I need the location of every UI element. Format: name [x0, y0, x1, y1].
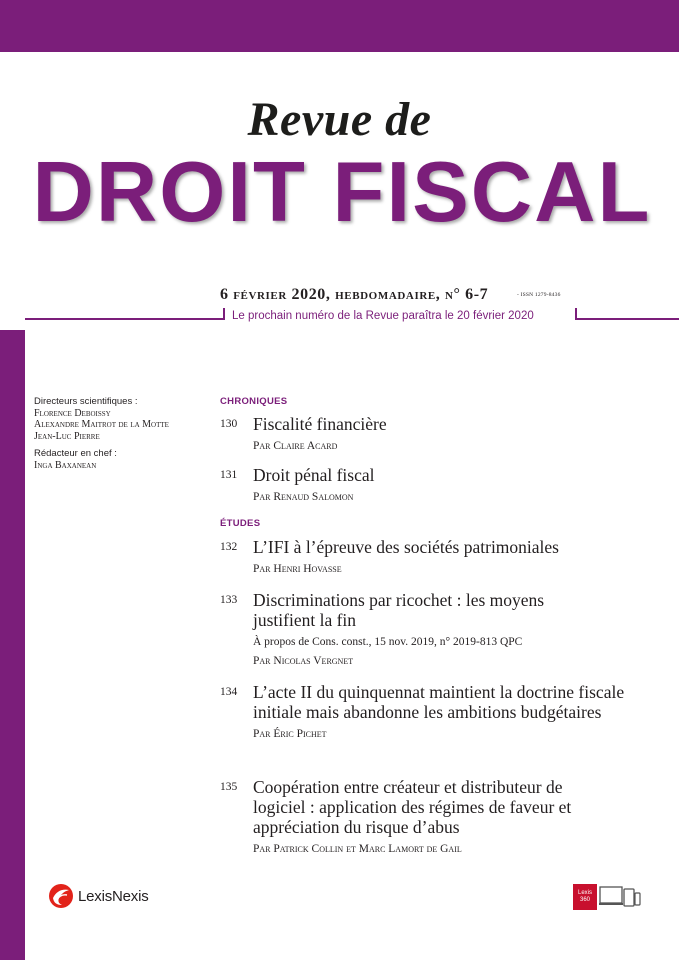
article-entry[interactable]	[220, 777, 610, 856]
article-title: Droit pénal fiscal	[253, 465, 375, 485]
issue-line-text: 6 février 2020, hebdomadaire, n° 6-7	[220, 286, 489, 303]
article-entry[interactable]	[220, 590, 580, 668]
scientific-director: Florence Deboissy	[34, 407, 111, 419]
chief-editor-label: Rédacteur en chef :	[34, 448, 117, 459]
article-title: L’acte II du quinquennat maintient la doctrine fiscale initiale mais abandonne les ambitions budgétaires	[253, 682, 625, 722]
article-title: L’IFI à l’épreuve des sociétés patrimoniales	[253, 537, 559, 557]
article-title: Discriminations par ricochet : les moyens justifient la fin	[253, 590, 545, 630]
article-note: À propos de Cons. const., 15 nov. 2019, n° 2019-813 QPC	[253, 636, 523, 648]
article-number: 132	[220, 541, 238, 553]
rule-right	[575, 318, 679, 320]
article-author: Par Claire Acard	[253, 440, 338, 452]
rule-left-tick	[223, 308, 225, 320]
article-title: Fiscalité financière	[253, 414, 387, 434]
article-author: Par Renaud Salomon	[253, 491, 354, 503]
badge-line-2: 360	[579, 896, 590, 903]
next-issue-notice: Le prochain numéro de la Revue paraîtra le 20 février 2020	[232, 310, 534, 322]
left-color-band	[0, 330, 25, 960]
lexisnexis-logo	[48, 883, 149, 909]
scientific-directors-label: Directeurs scientifiques :	[34, 396, 138, 407]
rule-right-tick	[575, 308, 577, 320]
article-author: Par Henri Hovasse	[253, 563, 342, 575]
scientific-director: Alexandre Maitrot de la Motte	[34, 419, 169, 430]
lexis360-mark	[573, 884, 597, 910]
rule-left	[25, 318, 225, 320]
badge-line-1: Lexis	[577, 890, 592, 896]
editorial-board	[34, 396, 169, 471]
article-number: 135	[220, 781, 238, 793]
article-author: Par Éric Pichet	[253, 728, 327, 740]
article-entry[interactable]	[220, 682, 635, 741]
masthead-subtitle: Revue de	[247, 93, 432, 146]
chief-editor: Inga Baxanean	[34, 459, 97, 471]
article-entry[interactable]	[220, 465, 640, 504]
article-entry[interactable]	[220, 414, 640, 453]
section-heading-etudes: ÉTUDES	[220, 518, 261, 529]
article-number: 131	[220, 469, 238, 481]
issue-date-line	[220, 286, 488, 304]
publisher-name: LexisNexis	[78, 887, 149, 905]
article-number: 134	[220, 686, 238, 698]
devices-icon	[599, 884, 641, 910]
issn-number: - ISSN 1279-8436	[517, 292, 561, 298]
section-heading-chroniques: CHRONIQUES	[220, 396, 288, 407]
top-color-band	[0, 0, 679, 52]
article-number: 133	[220, 594, 238, 606]
article-title: Coopération entre créateur et distributeur de logiciel : application des régimes de faveur et appréciation du risque d’abus	[253, 777, 572, 837]
lexisnexis-emblem-icon	[48, 883, 74, 909]
scientific-director: Jean-Luc Pierre	[34, 430, 100, 442]
masthead-title: DROIT FISCAL	[32, 145, 652, 240]
lexis360-badge	[573, 884, 641, 910]
article-number: 130	[220, 418, 238, 430]
article-author: Par Nicolas Vergnet	[253, 655, 354, 667]
article-author: Par Patrick Collin et Marc Lamort de Gail	[253, 843, 462, 855]
article-entry[interactable]	[220, 537, 640, 576]
